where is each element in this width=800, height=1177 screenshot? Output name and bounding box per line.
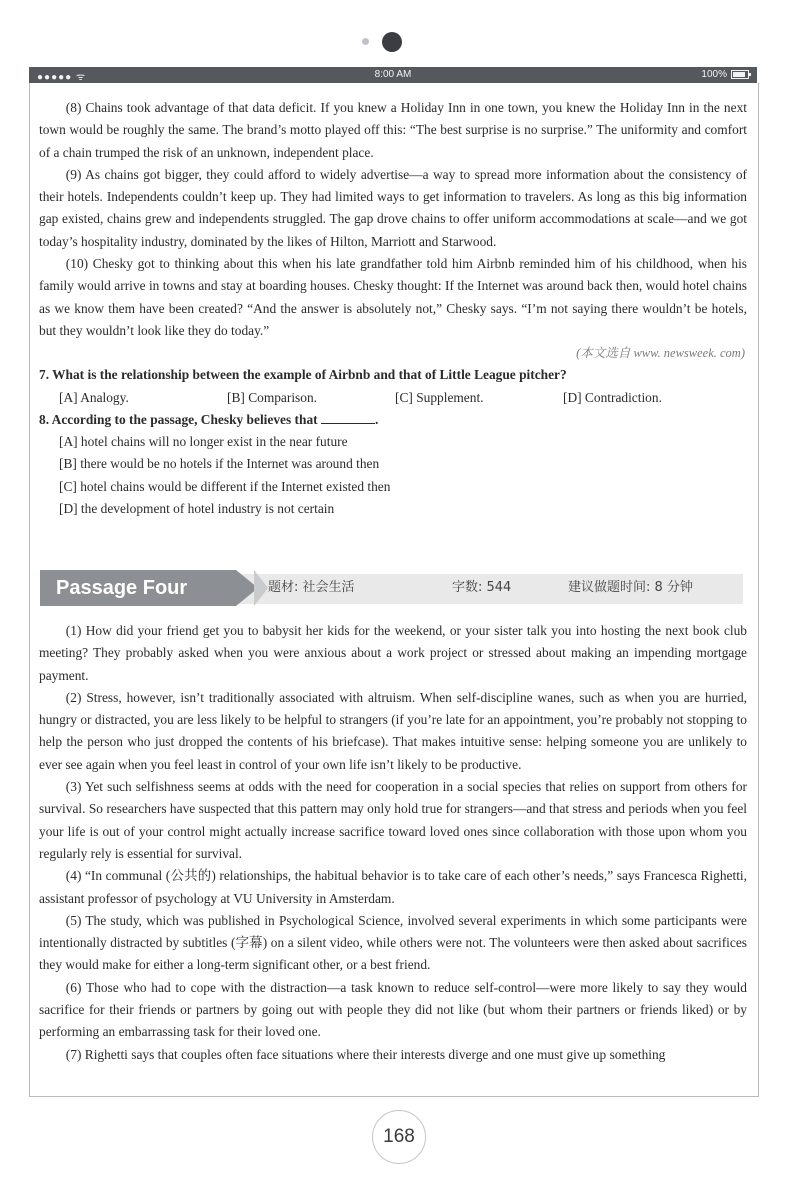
passage-title: Passage Four (40, 570, 236, 606)
option-b: [B] Comparison. (227, 389, 318, 405)
battery-icon (731, 70, 749, 79)
option-d: [D] the development of hotel industry is not certain (59, 501, 335, 517)
option-b: [B] there would be no hotels if the Internet was around then (59, 456, 380, 472)
paragraph: (10) Chesky got to thinking about this when his late grandfather told him Airbnb reminded him of his childhood, when his family would arrive in towns and stay at boarding houses. Chesky thought: If the Internet was around back then, would hotel chains as we know them have been created? “And the answer is absolutely not,” Chesky says. “I’m not saying there wouldn’t be hotels, but they wouldn’t look like they do today.” (39, 256, 747, 338)
paragraph: (4) “In communal (公共的) relationships, the habitual behavior is to take care of each other’s needs,” says Francesca Righetti, assistant professor of psychology at VU University in Amsterdam. (39, 868, 747, 906)
answer-blank (321, 422, 375, 424)
paragraph: (5) The study, which was published in Psychological Science, involved several experiments in which some participants were intentionally distracted by subtitles (字幕) on a silent video, while others were not. The volunteers were then asked about sacrifices they would make for either a long-term significant other, or a best friend. (39, 912, 747, 973)
source-citation: (本文选自 www. newsweek. com) (576, 346, 745, 361)
option-d: [D] Contradiction. (563, 389, 662, 405)
suggested-time: 建议做题时间: 8 分钟 (568, 580, 693, 595)
question-7: 7. What is the relationship between the example of Airbnb and that of Little League pitcher? (39, 367, 567, 383)
option-a: [A] Analogy. (59, 389, 129, 405)
paragraph: (2) Stress, however, isn’t traditionally associated with altruism. When self-discipline wanes, such as when you are hurried, hungry or distracted, you are less likely to be helpful to strangers (if you’re late for an appointment, you’re probably not stopping to help the person who just dropped the contents of his briefcase). That makes intuitive sense: helping someone you are unlikely to ever see again when you feel least in control of your own life isn’t likely to be productive. (39, 689, 747, 772)
passage-banner (40, 570, 743, 606)
status-bar (29, 67, 757, 83)
question-8-end: . (374, 411, 379, 427)
question-7-options (39, 387, 747, 409)
word-count: 字数: 544 (452, 580, 512, 595)
paragraph: (9) As chains got bigger, they could afford to widely advertise—a way to spread more information about the consistency of their hotels. Independents couldn’t keep up. They had limited ways to get information to travelers. As long as this big information gap existed, chains grew and independents struggled. The gap drove chains to offer uniform accommodations at scale—and we got today’s hospitality industry, dominated by the likes of Hilton, Marriott and Starwood. (39, 166, 747, 249)
option-c: [C] Supplement. (395, 389, 484, 405)
paragraph: (8) Chains took advantage of that data deficit. If you knew a Holiday Inn in one town, you knew the Holiday Inn in the next town would be roughly the same. The brand’s motto played off this: “The best surprise is no surprise.” The uniformity and comfort of a chain trumped the risk of an unknown, independent place. (39, 100, 747, 160)
page-number: 168 (372, 1110, 426, 1164)
question-8 (39, 409, 747, 431)
paragraph: (3) Yet such selfishness seems at odds with the need for cooperation in a social species that relies on support from others for survival. So researchers have suspected that this pattern may only hold true for strangers—and that stress and periods when you feel your life is out of your control might actually increase sacrifice toward loved ones since collaboration with those upon whom you regularly rely is essential for survival. (39, 779, 747, 861)
status-time: 8:00 AM (374, 69, 412, 80)
topic-label: 题材: 社会生活 (268, 580, 355, 595)
option-c: [C] hotel chains would be different if the Internet existed then (59, 478, 391, 494)
signal-icon: ●●●●● ᯤ (37, 72, 87, 83)
battery-indicator (701, 69, 749, 80)
camera-dot-small (362, 38, 369, 45)
paragraph: (6) Those who had to cope with the distraction—a task known to reduce self-control—were more likely to say they would sacrifice for their friends or partners by going out with people they did not like (but whom their partners or friends liked) or by performing an embarrassing task for their loved one. (39, 979, 747, 1040)
question-8-text: 8. According to the passage, Chesky believes that (39, 411, 318, 427)
passage-four-body (39, 620, 747, 1066)
article-continuation (39, 97, 747, 520)
paragraph: (7) Righetti says that couples often face situations where their interests diverge and one must give up something (65, 1046, 666, 1062)
option-a: [A] hotel chains will no longer exist in the near future (59, 434, 348, 450)
battery-text: 100% (701, 69, 727, 80)
paragraph: (1) How did your friend get you to babysit her kids for the weekend, or your sister talk you into hosting the next book club meeting? They probably asked when you were anxious about a work project or stressed about making an impending mortgage payment. (39, 623, 747, 683)
camera-dot (382, 32, 402, 52)
